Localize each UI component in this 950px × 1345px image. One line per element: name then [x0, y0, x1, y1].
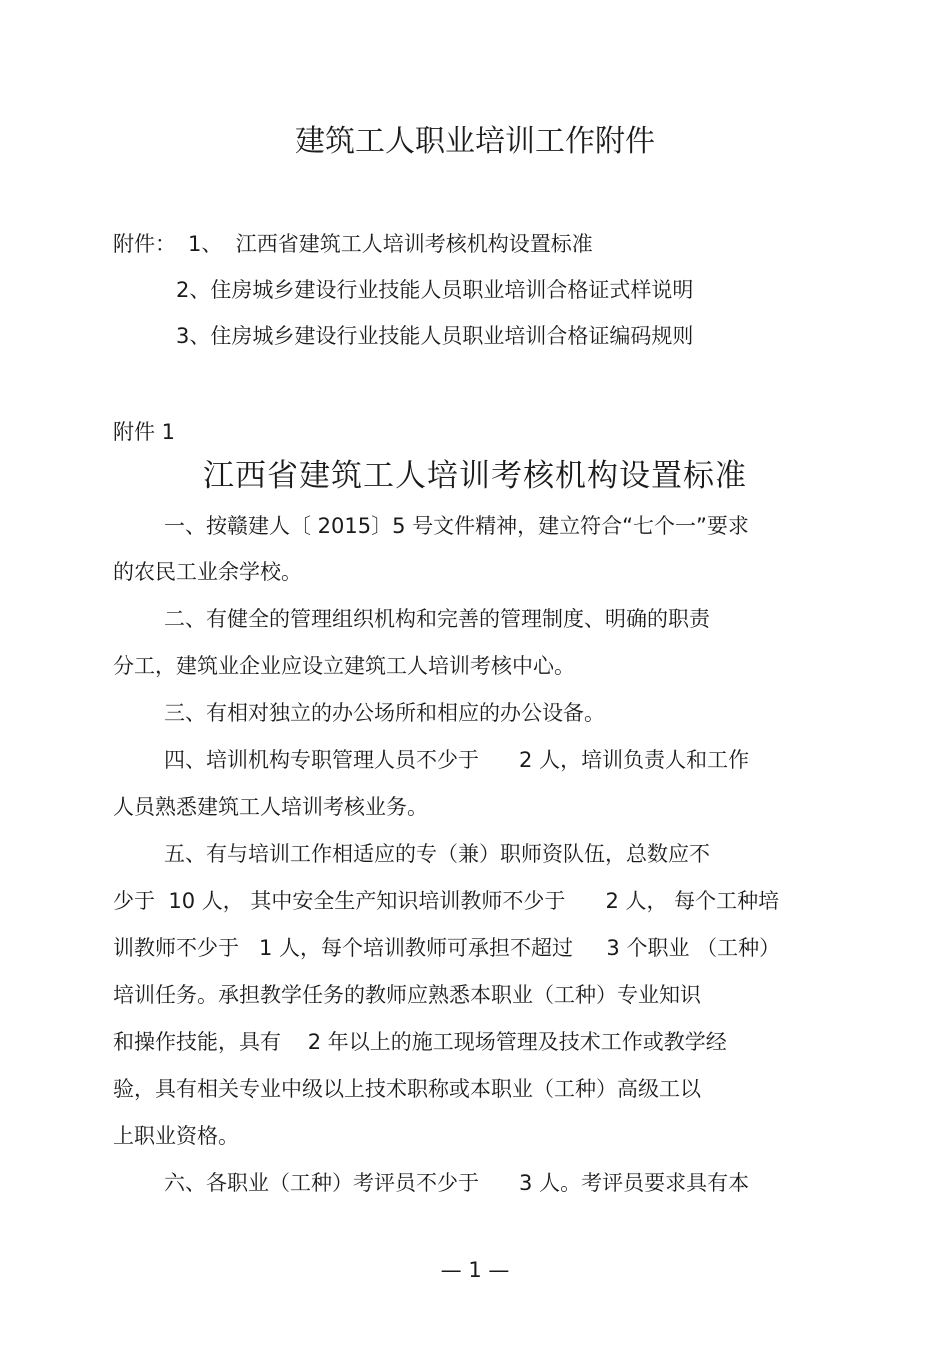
- attachment-item-3: 3、住房城乡建设行业技能人员职业培训合格证编码规则: [176, 324, 694, 348]
- section-label: 附件 1: [113, 420, 176, 444]
- attachments-label: 附件：: [113, 232, 176, 256]
- body-line: 三、有相对独立的办公场所和相应的办公设备。: [164, 701, 605, 725]
- body-line: 分工，建筑业企业应设立建筑工人培训考核中心。: [113, 654, 575, 678]
- page-number: — 1 —: [440, 1258, 510, 1282]
- section-title: 江西省建筑工人培训考核机构设置标准: [203, 458, 747, 494]
- attachment-item-1: 1、 江西省建筑工人培训考核机构设置标准: [188, 232, 593, 256]
- body-line: 少于 10 人， 其中安全生产知识培训教师不少于 2 人， 每个工种培: [113, 889, 780, 913]
- body-line: 二、有健全的管理组织机构和完善的管理制度、明确的职责: [164, 607, 710, 631]
- body-line: 上职业资格。: [113, 1124, 239, 1148]
- document-title: 建筑工人职业培训工作附件: [295, 124, 655, 159]
- body-line: 和操作技能，具有 2 年以上的施工现场管理及技术工作或教学经: [113, 1030, 727, 1054]
- attachment-item-2: 2、住房城乡建设行业技能人员职业培训合格证式样说明: [176, 278, 694, 302]
- body-line: 一、按赣建人〔 2015〕5 号文件精神，建立符合“七个一”要求: [164, 514, 749, 538]
- body-line: 训教师不少于 1 人，每个培训教师可承担不超过 3 个职业 （工种）: [113, 936, 781, 960]
- body-line: 五、有与培训工作相适应的专（兼）职师资队伍，总数应不: [164, 842, 710, 866]
- body-line: 四、培训机构专职管理人员不少于 2 人，培训负责人和工作: [164, 748, 750, 772]
- body-line: 六、各职业（工种）考评员不少于 3 人。考评员要求具有本: [164, 1171, 750, 1195]
- body-line: 培训任务。承担教学任务的教师应熟悉本职业（工种）专业知识: [113, 983, 701, 1007]
- body-line: 的农民工业余学校。: [113, 560, 302, 584]
- body-line: 验，具有相关专业中级以上技术职称或本职业（工种）高级工以: [113, 1077, 701, 1101]
- body-line: 人员熟悉建筑工人培训考核业务。: [113, 795, 428, 819]
